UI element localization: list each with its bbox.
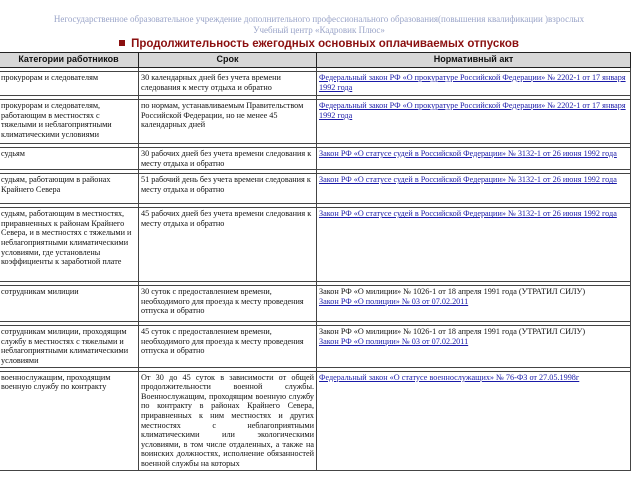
act-cell <box>317 100 631 144</box>
column-header-act: Нормативный акт <box>317 53 631 68</box>
page-title-text: Продолжительность ежегодных основных оплачиваемых отпусков <box>131 38 519 50</box>
category-cell: сотрудникам милиции, проходящим службу в местностях с тяжелыми и неблагоприятными климатическими условиями <box>0 326 139 367</box>
page-title <box>0 38 638 50</box>
category-cell: прокурорам и следователям <box>0 72 139 96</box>
term-cell: 45 суток с предоставлением времени, необходимого для проезда к месту проведения отпуска и обратно <box>139 326 317 367</box>
act-link[interactable]: Закон РФ «О полиции» № 03 от 07.02.2011 <box>319 336 469 346</box>
act-link[interactable]: Закон РФ «О полиции» № 03 от 07.02.2011 <box>319 296 469 306</box>
act-link[interactable]: Закон РФ «О статусе судей в Российской Федерации» № 3132-1 от 26 июня 1992 года <box>319 209 617 219</box>
category-cell: судьям <box>0 148 139 170</box>
vacation-table <box>0 52 631 471</box>
category-cell: сотрудникам милиции <box>0 286 139 322</box>
table-row <box>0 148 631 170</box>
table-row <box>0 72 631 96</box>
header-line-1: Негосударственное образовательное учреждение дополнительного профессионального образования(повышения квалификации )взрослых <box>53 14 585 24</box>
square-bullet-icon <box>119 40 125 46</box>
term-cell: 45 рабочих дней без учета времени следования к месту отдыха и обратно <box>139 208 317 282</box>
act-cell <box>317 371 631 470</box>
table-header-row <box>0 53 631 68</box>
column-header-category: Категории работников <box>0 53 139 68</box>
term-cell: 30 рабочих дней без учета времени следования к месту отдыха и обратно <box>139 148 317 170</box>
term-cell: по нормам, устанавливаемым Правительством Российской Федерации, но не менее 45 календарных дней <box>139 100 317 144</box>
act-link[interactable]: Закон РФ «О статусе судей в Российской Федерации» № 3132-1 от 26 июня 1992 года <box>319 149 617 158</box>
column-header-term: Срок <box>139 53 317 68</box>
table-row <box>0 286 631 322</box>
act-text: Закон РФ «О милиции» № 1026-1 от 18 апреля 1991 года (УТРАТИЛ СИЛУ) <box>319 287 586 297</box>
act-link[interactable]: Федеральный закон «О статусе военнослужащих» № 76-ФЗ от 27.05.1998г <box>319 372 580 382</box>
table-row <box>0 371 631 470</box>
term-cell: 30 календарных дней без учета времени следования к месту отдыха и обратно <box>139 72 317 96</box>
category-cell: судьям, работающим в районах Крайнего Севера <box>0 174 139 204</box>
act-cell <box>317 148 631 170</box>
category-cell: судьям, работающим в местностях, приравненных к районам Крайнего Севера, и в местностях с тяжелыми и неблагоприятными климатическими условиями, где установлены коэффициенты к заработной плате <box>0 208 139 282</box>
table-row <box>0 174 631 204</box>
act-cell <box>317 286 631 322</box>
act-cell <box>317 208 631 282</box>
act-link[interactable]: Закон РФ «О статусе судей в Российской Федерации» № 3132-1 от 26 июня 1992 года <box>319 175 617 185</box>
act-link[interactable]: Федеральный закон РФ «О прокуратуре Российской Федерации» № 2202-1 от 17 января 1992 года <box>319 73 626 92</box>
header-line-2: Учебный центр «Кадровик Плюс» <box>253 25 385 35</box>
term-cell: От 30 до 45 суток в зависимости от общей продолжительности военной службы. Военнослужащим, проходящим военную службу по контракту в районах Крайнего Севера, приравненных к ним местностях и других местностях с неблагоприятными климатическими или экологическими условиями, в том числе отдаленных, а также на воинских должностях, исполнение обязанностей военной службы на которых <box>139 371 317 470</box>
act-cell <box>317 72 631 96</box>
act-text: Закон РФ «О милиции» № 1026-1 от 18 апреля 1991 года (УТРАТИЛ СИЛУ) <box>319 327 586 337</box>
category-cell: военнослужащим, проходящим военную службу по контракту <box>0 371 139 470</box>
table-row <box>0 100 631 144</box>
act-cell <box>317 174 631 204</box>
term-cell: 30 суток с предоставлением времени, необходимого для проезда к месту проведения отпуска и обратно <box>139 286 317 322</box>
term-cell: 51 рабочий день без учета времени следования к месту отдыха и обратно <box>139 174 317 204</box>
category-cell: прокурорам и следователям, работающим в местностях с тяжелыми и неблагоприятными климатическими условиями <box>0 100 139 144</box>
table-row <box>0 208 631 282</box>
table-row <box>0 326 631 367</box>
act-cell <box>317 326 631 367</box>
act-link[interactable]: Федеральный закон РФ «О прокуратуре Российской Федерации» № 2202-1 от 17 января 1992 года <box>319 101 626 120</box>
organization-header <box>0 14 638 36</box>
